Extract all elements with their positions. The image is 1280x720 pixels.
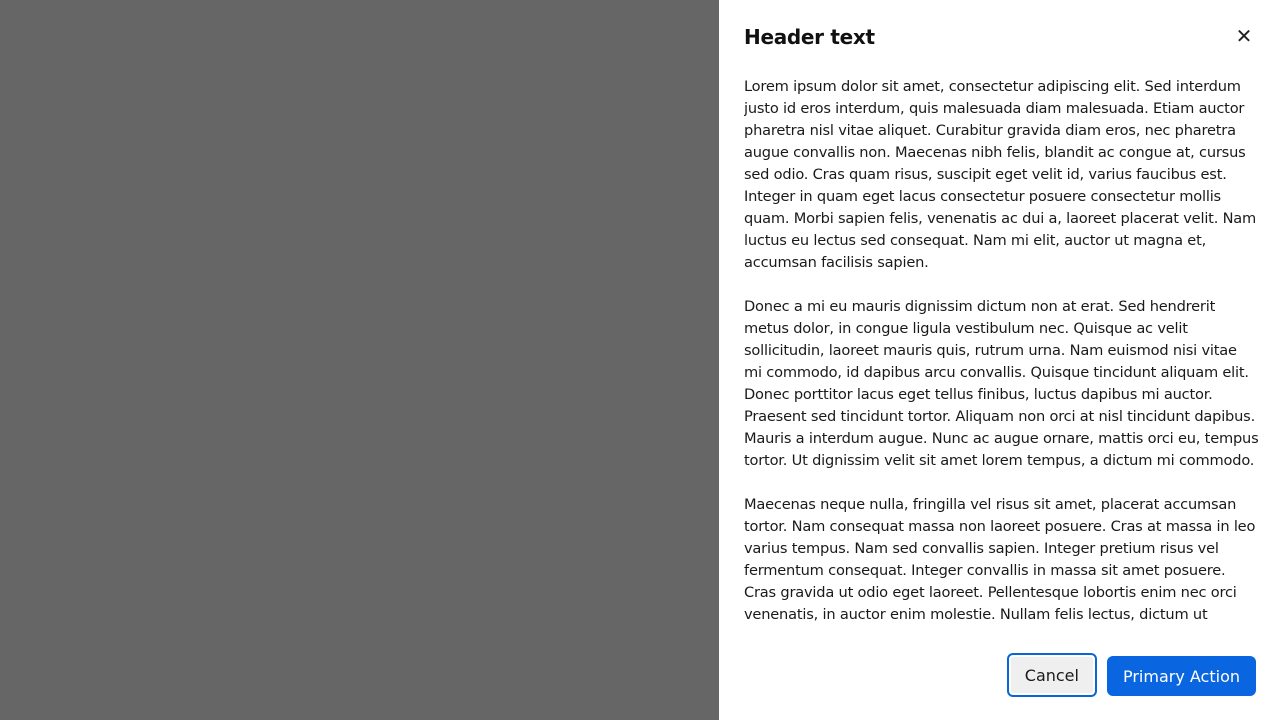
cancel-button[interactable]: Cancel: [1007, 653, 1097, 697]
body-paragraph: Lorem ipsum dolor sit amet, consectetur adipiscing elit. Sed interdum justo id eros interdum, quis malesuada diam malesuada. Etiam auctor pharetra nisl vitae aliquet. Curabitur gravida diam eros, nec pharetra augue convallis non. Maecenas nibh felis, blandit ac congue at, cursus sed odio. Cras quam risus, suscipit eget velit id, varius faucibus est. Integer in quam eget lacus consectetur posuere consectetur mollis quam. Morbi sapien felis, venenatis ac dui a, laoreet placerat velit. Nam luctus eu lectus sed consequat. Nam mi elit, auctor ut magna et, accumsan facilisis sapien.: [744, 78, 1257, 271]
close-icon: ✕: [1235, 26, 1253, 48]
primary-action-button[interactable]: Primary Action: [1107, 656, 1256, 696]
dialog-body[interactable]: [744, 76, 1259, 648]
dialog-title: Header text: [744, 25, 875, 49]
side-sheet-dialog: [719, 0, 1280, 720]
body-paragraph: Maecenas neque nulla, fringilla vel risus sit amet, placerat accumsan tortor. Nam consequat massa non laoreet posuere. Cras at massa in leo varius tempus. Nam sed convallis sapien. Integer pretium risus vel fermentum consequat. Integer convallis in massa sit amet posuere. Cras gravida ut odio eget laoreet. Pellentesque lobortis enim nec orci venenatis, in auctor enim molestie. Nullam felis lectus, dictum ut: [744, 496, 1256, 623]
close-button[interactable]: [1231, 24, 1257, 50]
dialog-footer: [1007, 656, 1256, 697]
body-paragraph: Donec a mi eu mauris dignissim dictum non at erat. Sed hendrerit metus dolor, in congue ligula vestibulum nec. Quisque ac velit sollicitudin, laoreet mauris quis, rutrum urna. Nam euismod nisi vitae mi commodo, id dapibus arcu convallis. Quisque tincidunt aliquam elit. Donec porttitor lacus eget tellus finibus, luctus dapibus mi auctor. Praesent sed tincidunt tortor. Aliquam non orci at nisl tincidunt dapibus. Mauris a interdum augue. Nunc ac augue ornare, mattis orci eu, tempus tortor. Ut dignissim velit sit amet lorem tempus, a dictum mi commodo.: [744, 298, 1259, 469]
